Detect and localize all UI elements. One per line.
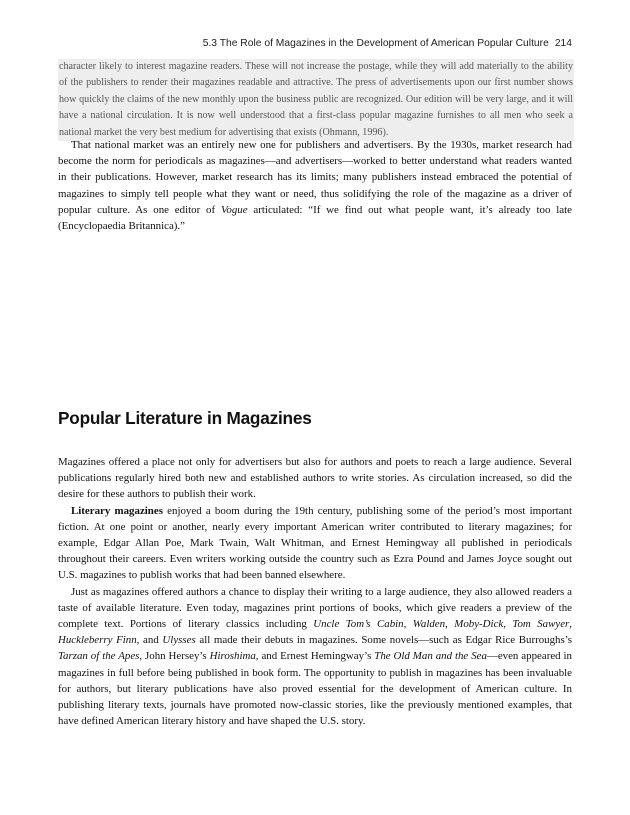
text-run: That national market was an entirely new one for publishers and advertisers. By the 1930s, market research had become the norm for periodicals as magazines—and advertisers—worked to better understand what readers wanted in their publications. However, market research has its limits; many publishers instead embraced the potential of magazines to simply tell people what they want or need, thus solidifying the role of the magazine as a driver of popular culture. As one editor of	[58, 139, 572, 216]
running-title: 5.3 The Role of Magazines in the Development of American Popular Culture	[202, 38, 549, 49]
text-run: ,	[403, 618, 413, 631]
italic-title: Moby-Dick	[454, 618, 504, 631]
text-run: , John Hersey’s	[139, 650, 210, 663]
block-quote: character likely to interest magazine readers. These will not increase the postage, while they will add materially to the ability of the publishers to render their magazines readable and attractive. The press of advertisements upon our first number shows how quickly the claims of the new monthly upon the business public are recognized. Our edition will be very large, and it will have a national circulation. It is now well understood that a first-class popular magazine furnishes to all men who seek a national market the very best medium for advertising that exists (Ohmann, 1996).	[58, 59, 574, 141]
italic-title: Huckleberry Finn	[58, 634, 137, 647]
paragraph-national-market	[58, 137, 572, 234]
italic-title: Tom Sawyer	[512, 618, 570, 631]
italic-title: Tarzan of the Apes	[58, 650, 140, 663]
section-body	[58, 454, 572, 729]
key-term: Literary magazines	[71, 504, 163, 517]
paragraph-intro: Magazines offered a place not only for advertisers but also for authors and poets to reach a large audience. Several publications regularly hired both new and established authors to write stories. As circulation increased, so did the desire for these authors to publish their work.	[58, 456, 572, 501]
italic-title: Ulysses	[162, 634, 196, 647]
italic-title: Walden	[412, 618, 446, 631]
paragraph-literary-magazines	[58, 503, 572, 584]
text-run: ,	[569, 618, 573, 631]
text-run: Just as magazines offered authors a chance to display their writing to a large audience, they also allowed readers a taste of available literature. Even today, magazines print portions of books, which give readers a preview of the complete text. Portions of literary classics including	[58, 585, 572, 631]
section-heading: Popular Literature in Magazines	[58, 408, 312, 428]
italic-title: Uncle Tom’s Cabin	[313, 618, 404, 631]
text-run: ,	[445, 618, 455, 631]
italic-title-vogue: Vogue	[220, 203, 248, 216]
body-after-quote	[58, 137, 572, 234]
text-run: ,	[503, 618, 513, 631]
italic-title: The Old Man and the Sea	[374, 650, 487, 663]
text-run: , and Ernest Hemingway’s	[255, 650, 375, 663]
text-run: , and	[136, 634, 163, 647]
italic-title: Hiroshima	[209, 650, 256, 663]
text-run: all made their debuts in magazines. Some novels—such as Edgar Rice Burroughs’s	[195, 634, 572, 647]
text-run: —even appeared in magazines in full before being published in book form. The opportunity to publish in magazines has been invaluable for authors, but literary publications have also proved essential for the development of American culture. In publishing literary texts, journals have promoted now-classic stories, like the previously mentioned examples, that have defined American literary history and have shaped the U.S. story.	[58, 650, 572, 728]
running-header	[203, 38, 572, 49]
paragraph-literary-classics	[58, 584, 572, 730]
page-number: 214	[554, 38, 572, 49]
text-run: enjoyed a boom during the 19th century, publishing some of the period’s most important fiction. At one point or another, nearly every important American writer contributed to literary magazines; for example, Edgar Allan Poe, Mark Twain, Walt Whitman, and Ernest Hemingway all published in periodicals throughout their careers. Even writers working outside the country such as Ezra Pound and James Joyce sought out U.S. magazines to publish works that had been banned elsewhere.	[58, 504, 572, 582]
text-run: articulated: “If we find out what people want, it’s already too late (Encyclopaedia Britannica).”	[58, 203, 572, 233]
